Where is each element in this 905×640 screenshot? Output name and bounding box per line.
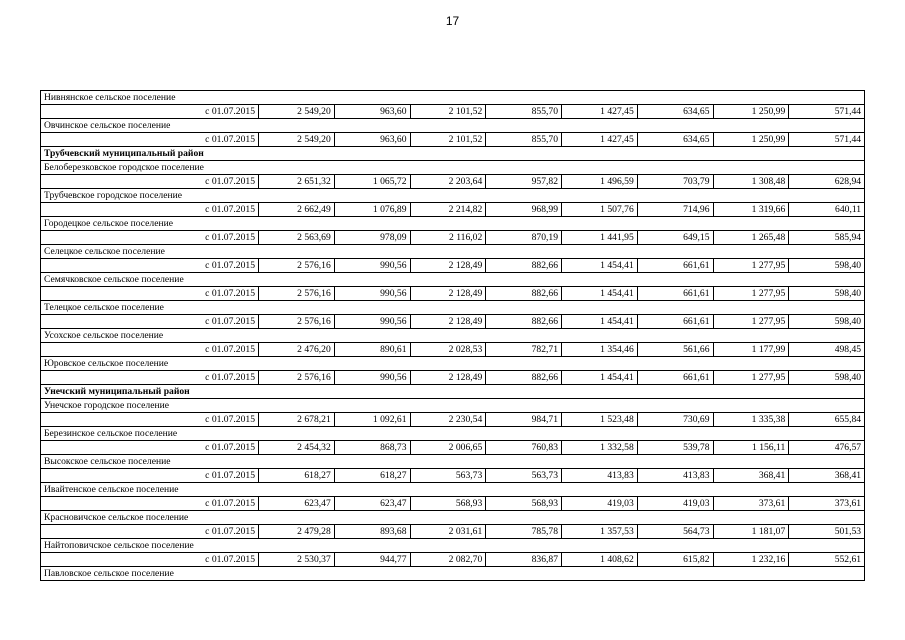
tariff-value-cell: 1 427,45 (562, 105, 638, 119)
effective-date-cell: с 01.07.2015 (41, 231, 259, 245)
settlement-name: Селецкое сельское поселение (41, 245, 865, 259)
tariff-value-cell: 990,56 (334, 315, 410, 329)
page-number: 17 (445, 14, 460, 28)
tariff-value-cell: 661,61 (637, 315, 713, 329)
settlement-heading-row (41, 245, 865, 259)
tariff-value-cell: 419,03 (637, 497, 713, 511)
tariff-value-cell: 598,40 (789, 371, 865, 385)
tariff-row (41, 203, 865, 217)
tariff-value-cell: 1 496,59 (562, 175, 638, 189)
tariff-value-cell: 1 277,95 (713, 287, 789, 301)
settlement-heading-row (41, 483, 865, 497)
effective-date-cell: с 01.07.2015 (41, 441, 259, 455)
tariff-value-cell: 882,66 (486, 315, 562, 329)
tariff-row (41, 315, 865, 329)
settlement-name: Трубчевское городское поселение (41, 189, 865, 203)
tariff-value-cell: 1 156,11 (713, 441, 789, 455)
settlement-heading-row (41, 273, 865, 287)
tariff-value-cell: 2 576,16 (259, 287, 335, 301)
tariff-value-cell: 634,65 (637, 105, 713, 119)
tariff-value-cell: 2 128,49 (410, 315, 486, 329)
tariff-value-cell: 2 576,16 (259, 371, 335, 385)
tariff-value-cell: 598,40 (789, 259, 865, 273)
settlement-name: Семячковское сельское поселение (41, 273, 865, 287)
tariff-value-cell: 1 250,99 (713, 105, 789, 119)
tariff-value-cell: 1 507,76 (562, 203, 638, 217)
tariff-value-cell: 476,57 (789, 441, 865, 455)
tariff-row (41, 371, 865, 385)
tariff-value-cell: 855,70 (486, 105, 562, 119)
effective-date-cell: с 01.07.2015 (41, 371, 259, 385)
effective-date-cell: с 01.07.2015 (41, 413, 259, 427)
tariff-value-cell: 1 308,48 (713, 175, 789, 189)
tariff-row (41, 413, 865, 427)
tariff-value-cell: 618,27 (334, 469, 410, 483)
tariff-value-cell: 990,56 (334, 287, 410, 301)
tariff-value-cell: 561,66 (637, 343, 713, 357)
tariff-value-cell: 501,53 (789, 525, 865, 539)
tariff-value-cell: 1 092,61 (334, 413, 410, 427)
tariff-value-cell: 568,93 (410, 497, 486, 511)
settlement-name: Усохское сельское поселение (41, 329, 865, 343)
tariff-value-cell: 618,27 (259, 469, 335, 483)
settlement-heading-row (41, 189, 865, 203)
settlement-heading-row (41, 161, 865, 175)
tariff-row (41, 441, 865, 455)
tariff-value-cell: 1 265,48 (713, 231, 789, 245)
settlement-name: Юровское сельское поселение (41, 357, 865, 371)
tariff-value-cell: 661,61 (637, 371, 713, 385)
tariff-value-cell: 1 277,95 (713, 259, 789, 273)
effective-date-cell: с 01.07.2015 (41, 497, 259, 511)
settlement-name: Белоберезковское городское поселение (41, 161, 865, 175)
tariff-row (41, 259, 865, 273)
tariff-value-cell: 1 277,95 (713, 371, 789, 385)
tariff-value-cell: 855,70 (486, 133, 562, 147)
tariff-value-cell: 890,61 (334, 343, 410, 357)
tariff-value-cell: 957,82 (486, 175, 562, 189)
tariff-value-cell: 413,83 (637, 469, 713, 483)
settlement-name: Городецкое сельское поселение (41, 217, 865, 231)
tariff-value-cell: 598,40 (789, 287, 865, 301)
tariff-value-cell: 2 479,28 (259, 525, 335, 539)
tariff-value-cell: 2 576,16 (259, 259, 335, 273)
district-heading-row (41, 385, 865, 399)
tariff-value-cell: 760,83 (486, 441, 562, 455)
settlement-heading-row (41, 511, 865, 525)
tariff-value-cell: 2 651,32 (259, 175, 335, 189)
tariff-value-cell: 585,94 (789, 231, 865, 245)
tariff-row (41, 343, 865, 357)
tariff-value-cell: 1 277,95 (713, 315, 789, 329)
tariff-value-cell: 2 128,49 (410, 371, 486, 385)
tariff-row (41, 133, 865, 147)
tariff-value-cell: 2 128,49 (410, 287, 486, 301)
district-heading-row (41, 147, 865, 161)
tariff-value-cell: 2 476,20 (259, 343, 335, 357)
tariff-value-cell: 785,78 (486, 525, 562, 539)
tariff-value-cell: 661,61 (637, 287, 713, 301)
tariff-value-cell: 1 408,62 (562, 553, 638, 567)
effective-date-cell: с 01.07.2015 (41, 175, 259, 189)
tariff-value-cell: 373,61 (713, 497, 789, 511)
tariff-value-cell: 882,66 (486, 371, 562, 385)
tariff-value-cell: 1 181,07 (713, 525, 789, 539)
tariff-value-cell: 1 232,16 (713, 553, 789, 567)
tariff-value-cell: 2 549,20 (259, 133, 335, 147)
effective-date-cell: с 01.07.2015 (41, 287, 259, 301)
tariff-value-cell: 571,44 (789, 105, 865, 119)
tariff-value-cell: 2 454,32 (259, 441, 335, 455)
settlement-heading-row (41, 357, 865, 371)
tariff-value-cell: 2 203,64 (410, 175, 486, 189)
tariff-value-cell: 2 678,21 (259, 413, 335, 427)
settlement-heading-row (41, 567, 865, 581)
tariff-value-cell: 661,61 (637, 259, 713, 273)
effective-date-cell: с 01.07.2015 (41, 469, 259, 483)
tariff-value-cell: 2 549,20 (259, 105, 335, 119)
tariff-value-cell: 623,47 (259, 497, 335, 511)
tariff-value-cell: 1 454,41 (562, 287, 638, 301)
effective-date-cell: с 01.07.2015 (41, 553, 259, 567)
settlement-name: Овчинское сельское поселение (41, 119, 865, 133)
tariff-value-cell: 2 006,65 (410, 441, 486, 455)
tariff-value-cell: 571,44 (789, 133, 865, 147)
tariff-row (41, 469, 865, 483)
tariff-value-cell: 368,41 (713, 469, 789, 483)
tariff-value-cell: 2 530,37 (259, 553, 335, 567)
tariff-value-cell: 539,78 (637, 441, 713, 455)
settlement-name: Березинское сельское поселение (41, 427, 865, 441)
tariff-value-cell: 882,66 (486, 259, 562, 273)
tariff-value-cell: 984,71 (486, 413, 562, 427)
effective-date-cell: с 01.07.2015 (41, 315, 259, 329)
tariff-value-cell: 703,79 (637, 175, 713, 189)
district-name: Унечский муниципальный район (41, 385, 865, 399)
tariff-row (41, 231, 865, 245)
tariff-value-cell: 1 427,45 (562, 133, 638, 147)
tariff-value-cell: 944,77 (334, 553, 410, 567)
tariff-value-cell: 714,96 (637, 203, 713, 217)
tariff-value-cell: 2 031,61 (410, 525, 486, 539)
tariff-table (40, 90, 865, 581)
tariff-value-cell: 1 250,99 (713, 133, 789, 147)
tariff-value-cell: 419,03 (562, 497, 638, 511)
tariff-value-cell: 368,41 (789, 469, 865, 483)
tariff-value-cell: 598,40 (789, 315, 865, 329)
tariff-value-cell: 634,65 (637, 133, 713, 147)
tariff-value-cell: 2 101,52 (410, 133, 486, 147)
tariff-value-cell: 1 454,41 (562, 315, 638, 329)
tariff-value-cell: 1 454,41 (562, 259, 638, 273)
settlement-heading-row (41, 91, 865, 105)
settlement-heading-row (41, 217, 865, 231)
tariff-value-cell: 1 523,48 (562, 413, 638, 427)
tariff-value-cell: 868,73 (334, 441, 410, 455)
tariff-value-cell: 1 076,89 (334, 203, 410, 217)
effective-date-cell: с 01.07.2015 (41, 105, 259, 119)
tariff-value-cell: 836,87 (486, 553, 562, 567)
settlement-name: Павловское сельское поселение (41, 567, 865, 581)
tariff-value-cell: 498,45 (789, 343, 865, 357)
tariff-table-body (41, 91, 865, 581)
settlement-heading-row (41, 455, 865, 469)
tariff-row (41, 287, 865, 301)
tariff-value-cell: 563,73 (486, 469, 562, 483)
tariff-value-cell: 1 177,99 (713, 343, 789, 357)
settlement-name: Унечское городское поселение (41, 399, 865, 413)
tariff-value-cell: 2 028,53 (410, 343, 486, 357)
tariff-value-cell: 628,94 (789, 175, 865, 189)
tariff-value-cell: 568,93 (486, 497, 562, 511)
tariff-value-cell: 782,71 (486, 343, 562, 357)
tariff-value-cell: 2 563,69 (259, 231, 335, 245)
tariff-row (41, 553, 865, 567)
tariff-value-cell: 2 116,02 (410, 231, 486, 245)
tariff-value-cell: 2 576,16 (259, 315, 335, 329)
tariff-value-cell: 1 335,38 (713, 413, 789, 427)
district-name: Трубчевский муниципальный район (41, 147, 865, 161)
tariff-row (41, 525, 865, 539)
tariff-value-cell: 563,73 (410, 469, 486, 483)
tariff-value-cell: 1 065,72 (334, 175, 410, 189)
tariff-value-cell: 1 441,95 (562, 231, 638, 245)
tariff-value-cell: 413,83 (562, 469, 638, 483)
tariff-value-cell: 2 214,82 (410, 203, 486, 217)
tariff-value-cell: 968,99 (486, 203, 562, 217)
settlement-name: Найтоповичское сельское поселение (41, 539, 865, 553)
tariff-value-cell: 893,68 (334, 525, 410, 539)
settlement-name: Телецкое сельское поселение (41, 301, 865, 315)
effective-date-cell: с 01.07.2015 (41, 203, 259, 217)
tariff-value-cell: 1 354,46 (562, 343, 638, 357)
settlement-heading-row (41, 427, 865, 441)
tariff-value-cell: 990,56 (334, 371, 410, 385)
tariff-value-cell: 963,60 (334, 105, 410, 119)
tariff-value-cell: 615,82 (637, 553, 713, 567)
tariff-value-cell: 1 319,66 (713, 203, 789, 217)
settlement-name: Высокское сельское поселение (41, 455, 865, 469)
tariff-row (41, 105, 865, 119)
settlement-name: Ивайтенское сельское поселение (41, 483, 865, 497)
tariff-value-cell: 2 128,49 (410, 259, 486, 273)
tariff-value-cell: 2 101,52 (410, 105, 486, 119)
settlement-heading-row (41, 301, 865, 315)
settlement-name: Нивнянское сельское поселение (41, 91, 865, 105)
tariff-value-cell: 730,69 (637, 413, 713, 427)
settlement-heading-row (41, 399, 865, 413)
tariff-value-cell: 2 662,49 (259, 203, 335, 217)
tariff-value-cell: 2 230,54 (410, 413, 486, 427)
settlement-heading-row (41, 539, 865, 553)
settlement-name: Красновичское сельское поселение (41, 511, 865, 525)
effective-date-cell: с 01.07.2015 (41, 259, 259, 273)
settlement-heading-row (41, 329, 865, 343)
tariff-value-cell: 882,66 (486, 287, 562, 301)
tariff-value-cell: 649,15 (637, 231, 713, 245)
settlement-heading-row (41, 119, 865, 133)
effective-date-cell: с 01.07.2015 (41, 525, 259, 539)
tariff-row (41, 175, 865, 189)
effective-date-cell: с 01.07.2015 (41, 343, 259, 357)
tariff-value-cell: 373,61 (789, 497, 865, 511)
tariff-value-cell: 623,47 (334, 497, 410, 511)
tariff-value-cell: 564,73 (637, 525, 713, 539)
tariff-value-cell: 870,19 (486, 231, 562, 245)
effective-date-cell: с 01.07.2015 (41, 133, 259, 147)
tariff-value-cell: 640,11 (789, 203, 865, 217)
tariff-value-cell: 2 082,70 (410, 553, 486, 567)
tariff-value-cell: 1 454,41 (562, 371, 638, 385)
tariff-value-cell: 655,84 (789, 413, 865, 427)
tariff-value-cell: 1 357,53 (562, 525, 638, 539)
tariff-value-cell: 990,56 (334, 259, 410, 273)
tariff-value-cell: 963,60 (334, 133, 410, 147)
tariff-value-cell: 1 332,58 (562, 441, 638, 455)
tariff-value-cell: 978,09 (334, 231, 410, 245)
tariff-value-cell: 552,61 (789, 553, 865, 567)
tariff-row (41, 497, 865, 511)
